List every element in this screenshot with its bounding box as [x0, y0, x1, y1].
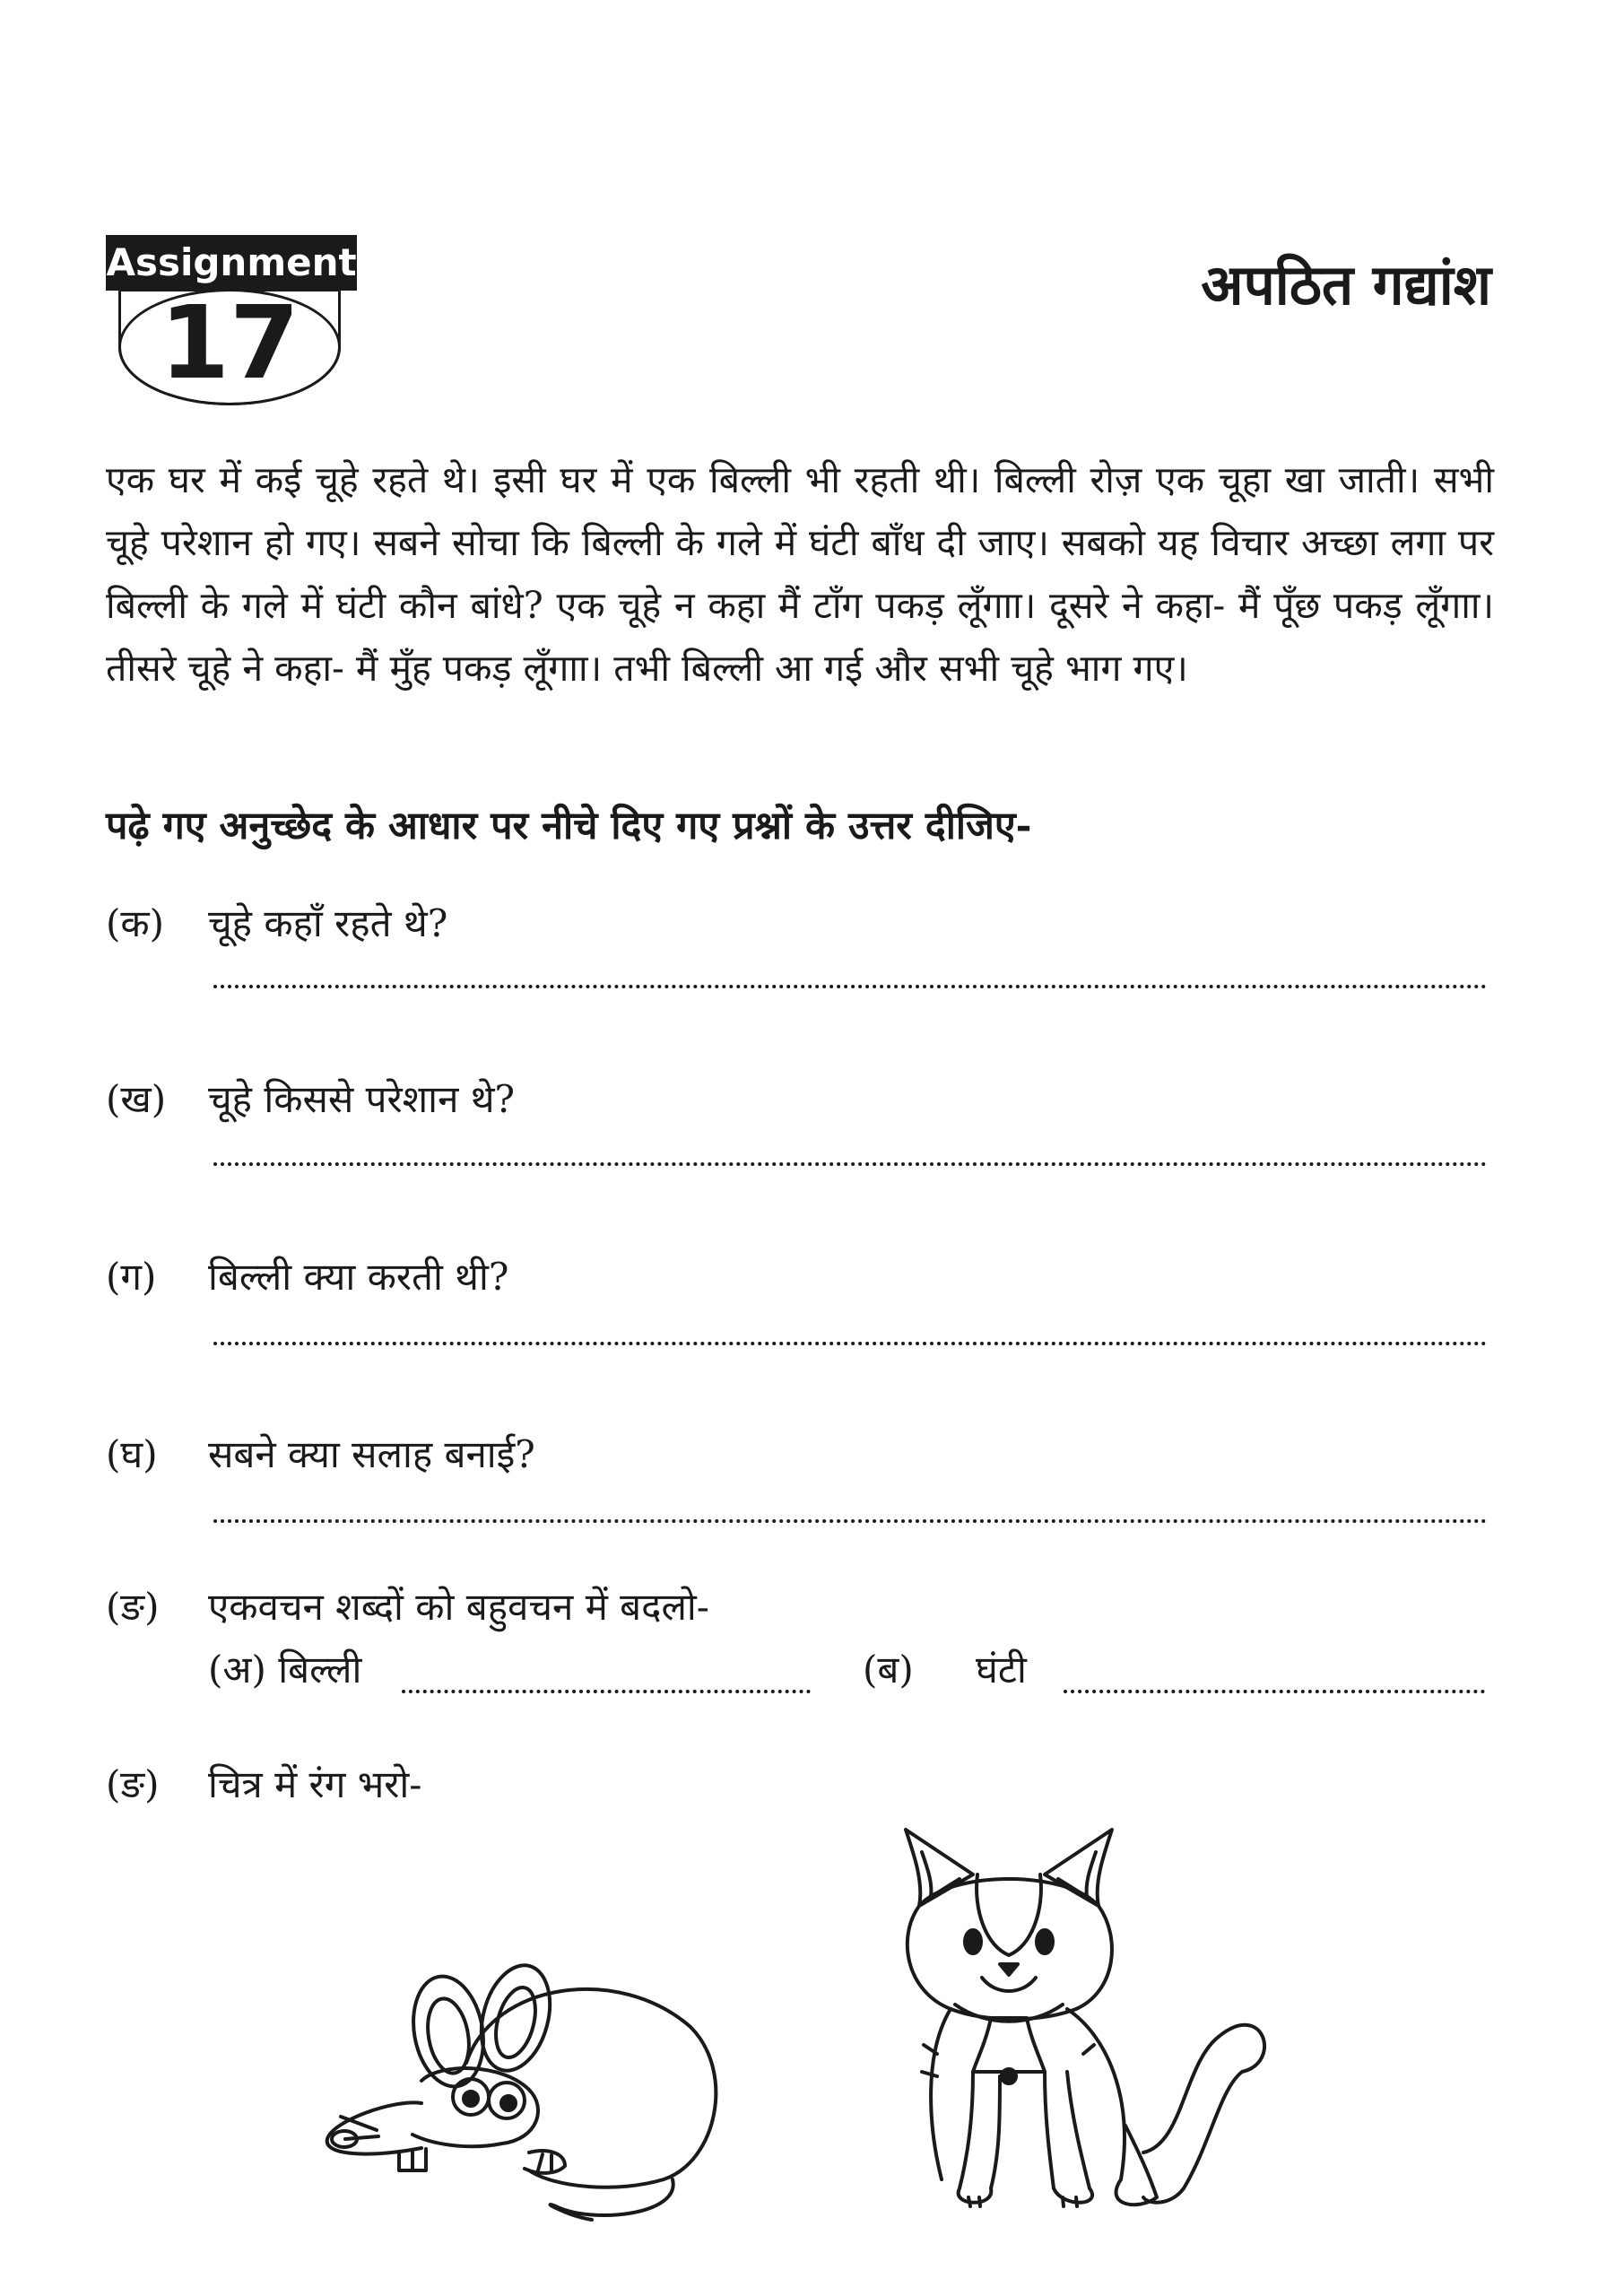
- question-text: एकवचन शब्दों को बहुवचन में बदलो-: [208, 1585, 709, 1629]
- question-label: (ङ): [106, 1585, 160, 1629]
- plural-answer-line[interactable]: [402, 1690, 811, 1693]
- question-text: बिल्ली क्या करती थी?: [208, 1255, 509, 1299]
- assignment-badge: Assignment: [106, 235, 357, 291]
- page-title: अपठित गद्यांश: [1201, 252, 1491, 317]
- answer-line[interactable]: [213, 1162, 1487, 1166]
- question-text: सबने क्या सलाह बनाई?: [208, 1432, 535, 1476]
- answer-line[interactable]: [213, 1342, 1487, 1345]
- passage-text: एक घर में कई चूहे रहते थे। इसी घर में एक बिल्ली भी रहती थी। बिल्ली रोज़ एक चूहा खा जाती। सभी चूहे परेशान हो गए। सबने सोचा कि बिल्ली के गले में घंटी बाँध दी जाए। सबको यह विचार अच्छा लगा पर बिल्ली के गले में घंटी कौन बांधे? एक चूहे न कहा मैं टाँग पकड़ लूँगाा। दूसरे ने कहा- मैं पूँछ पकड़ लूँगाा। तीसरे चूहे ने कहा- मैं मुँह पकड़ लूँगाा। तभी बिल्ली आ गई और सभी चूहे भाग गए।: [106, 458, 1494, 690]
- question-text: चित्र में रंग भरो-: [208, 1762, 422, 1806]
- question-label: (ग): [106, 1255, 157, 1299]
- question-label: (घ): [106, 1432, 158, 1476]
- assignment-number: 17: [160, 285, 300, 402]
- plural-item-label: (ब): [863, 1648, 914, 1692]
- question-label: (क): [106, 901, 165, 945]
- question-text: चूहे किससे परेशान थे?: [208, 1077, 516, 1121]
- plural-answer-line[interactable]: [1064, 1690, 1485, 1693]
- question-label: (ङ): [106, 1762, 160, 1806]
- question-label: (ख): [106, 1077, 167, 1121]
- answer-line[interactable]: [213, 1519, 1487, 1523]
- plural-item-word: घंटी: [976, 1648, 1027, 1692]
- plural-item-label: (अ) बिल्ली: [208, 1648, 362, 1692]
- cat-illustration[interactable]: [888, 1803, 1282, 2215]
- instruction-text: पढ़े गए अनुच्छेद के आधार पर नीचे दिए गए प्रश्नों के उत्तर दीजिए-: [106, 804, 1032, 848]
- answer-line[interactable]: [213, 985, 1487, 988]
- mouse-illustration[interactable]: [323, 1946, 735, 2233]
- question-text: चूहे कहाँ रहते थे?: [208, 901, 448, 945]
